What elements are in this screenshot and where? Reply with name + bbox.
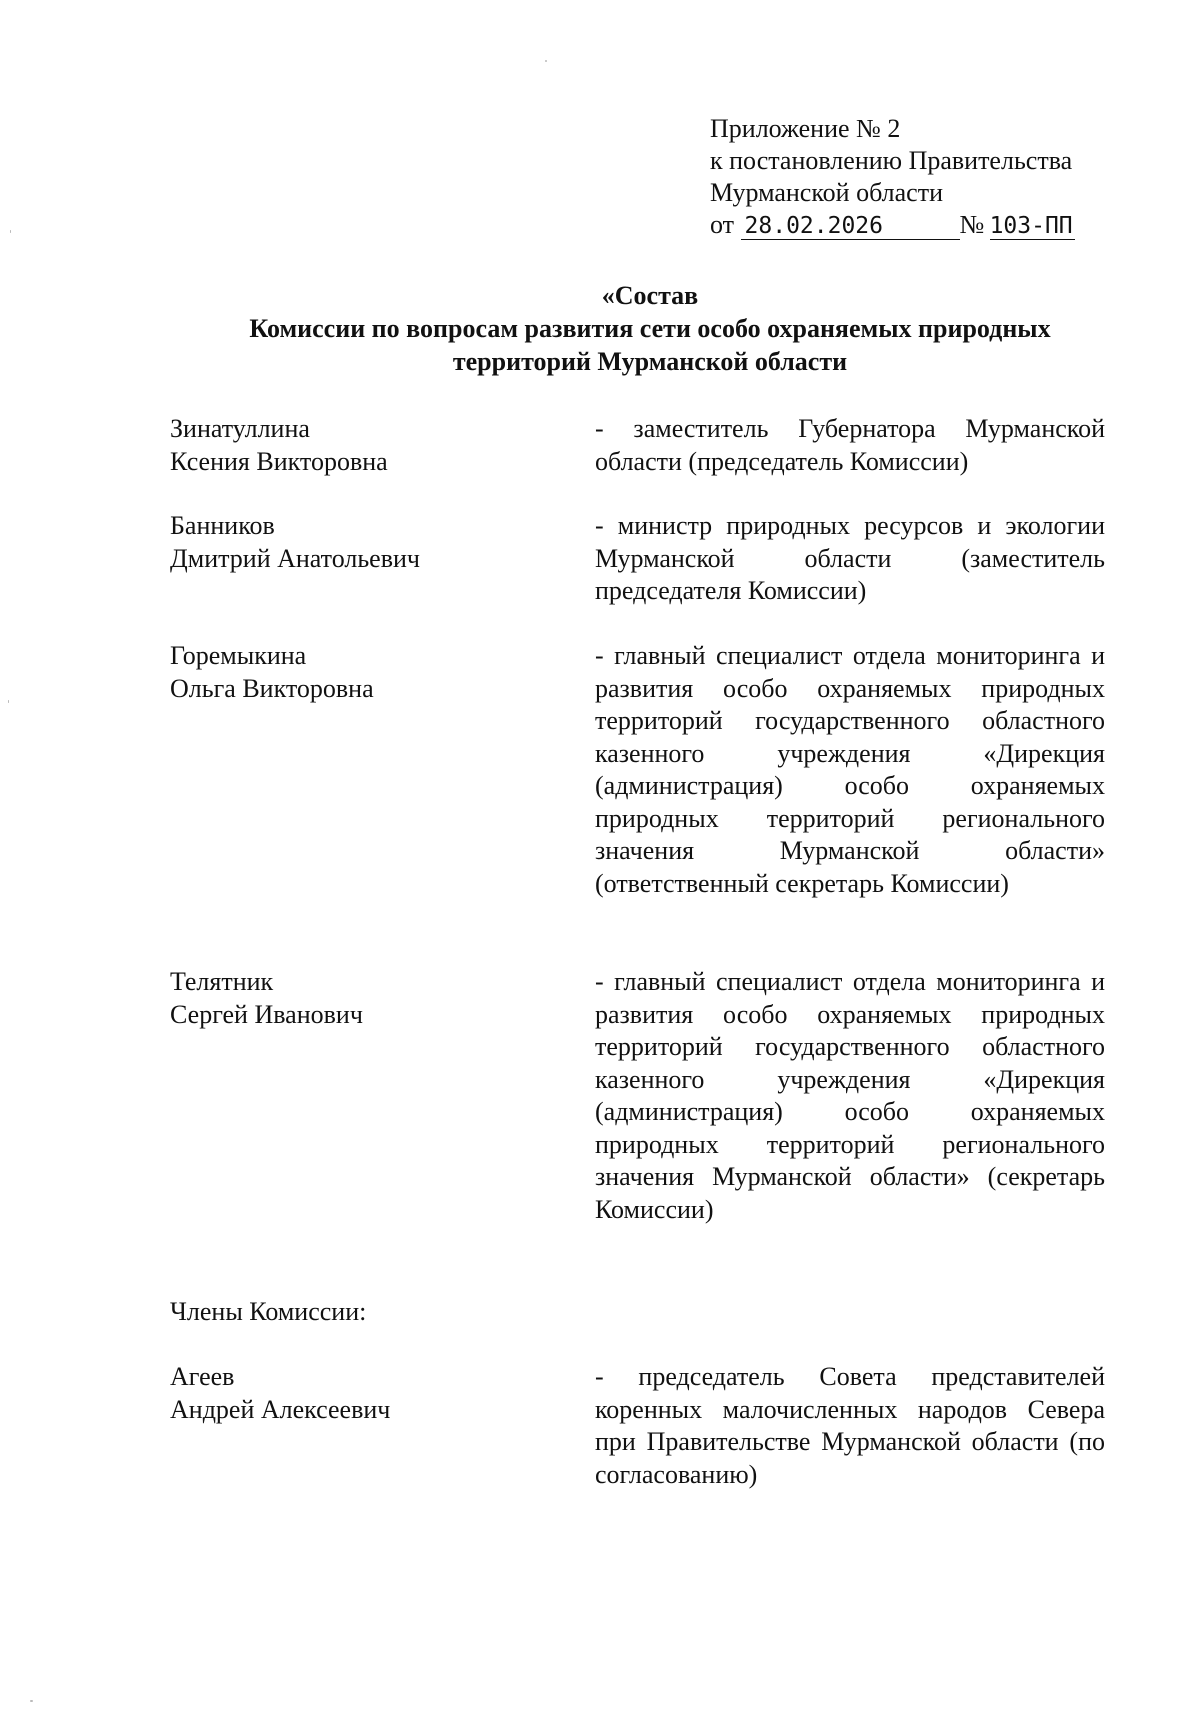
member-name [170,1361,570,1426]
member-name [170,510,570,575]
member-role: - председатель Совета представителей коренных малочисленных народов Севера при Правительстве Мурманской области (по согласованию) [595,1362,1105,1489]
title-line-2: Комиссии по вопросам развития сети особо охраняемых природных [249,314,1051,343]
title-line-1: «Состав [601,281,699,310]
member-given-names: Дмитрий Анатольевич [170,543,420,573]
document-title [170,279,1130,378]
scan-speck [545,60,547,62]
resolution-date: 28.02.2026 [741,213,960,240]
member-given-names: Сергей Иванович [170,999,363,1029]
appendix-date-line [710,209,1075,241]
member-role: - министр природных ресурсов и экологии Мурманской области (заместитель председателя Комиссии) [595,511,1105,605]
resolution-number: 103-ПП [989,213,1073,239]
date-prefix: от [710,210,735,239]
member-given-names: Андрей Алексеевич [170,1394,391,1424]
member-given-names: Ольга Викторовна [170,673,374,703]
number-prefix: № [959,210,985,239]
scan-speck [8,700,9,703]
title-line-3: территорий Мурманской области [452,347,848,376]
member-surname: Банников [170,511,275,540]
member-role: - заместитель Губернатора Мурманской области (председатель Комиссии) [595,414,1105,476]
member-surname: Зинатуллина [170,414,310,443]
appendix-header [710,113,1075,241]
member-role: - главный специалист отдела мониторинга и развития особо охраняемых природных территорий государственного областного казенного учреждения «Дирекция (администрация) особо охраняемых природных территорий регионального значения Мурманской области» (ответственный секретарь Комиссии) [595,641,1105,898]
member-role: - главный специалист отдела мониторинга и развития особо охраняемых природных территорий государственного областного казенного учреждения «Дирекция (администрация) особо охраняемых природных территорий регионального значения Мурманской области» (секретарь Комиссии) [595,967,1105,1224]
member-surname: Горемыкина [170,641,307,670]
appendix-number: Приложение № 2 [710,114,901,143]
appendix-region: Мурманской области [710,178,943,207]
member-given-names: Ксения Викторовна [170,446,388,476]
member-surname: Агеев [170,1362,235,1391]
scan-speck [10,230,11,233]
member-name [170,413,570,478]
member-name [170,966,570,1031]
member-name [170,640,570,705]
scan-speck [30,1700,33,1702]
appendix-resolution-ref: к постановлению Правительства [710,146,1073,175]
members-section-label: Члены Комиссии: [170,1297,367,1326]
member-surname: Телятник [170,967,274,996]
